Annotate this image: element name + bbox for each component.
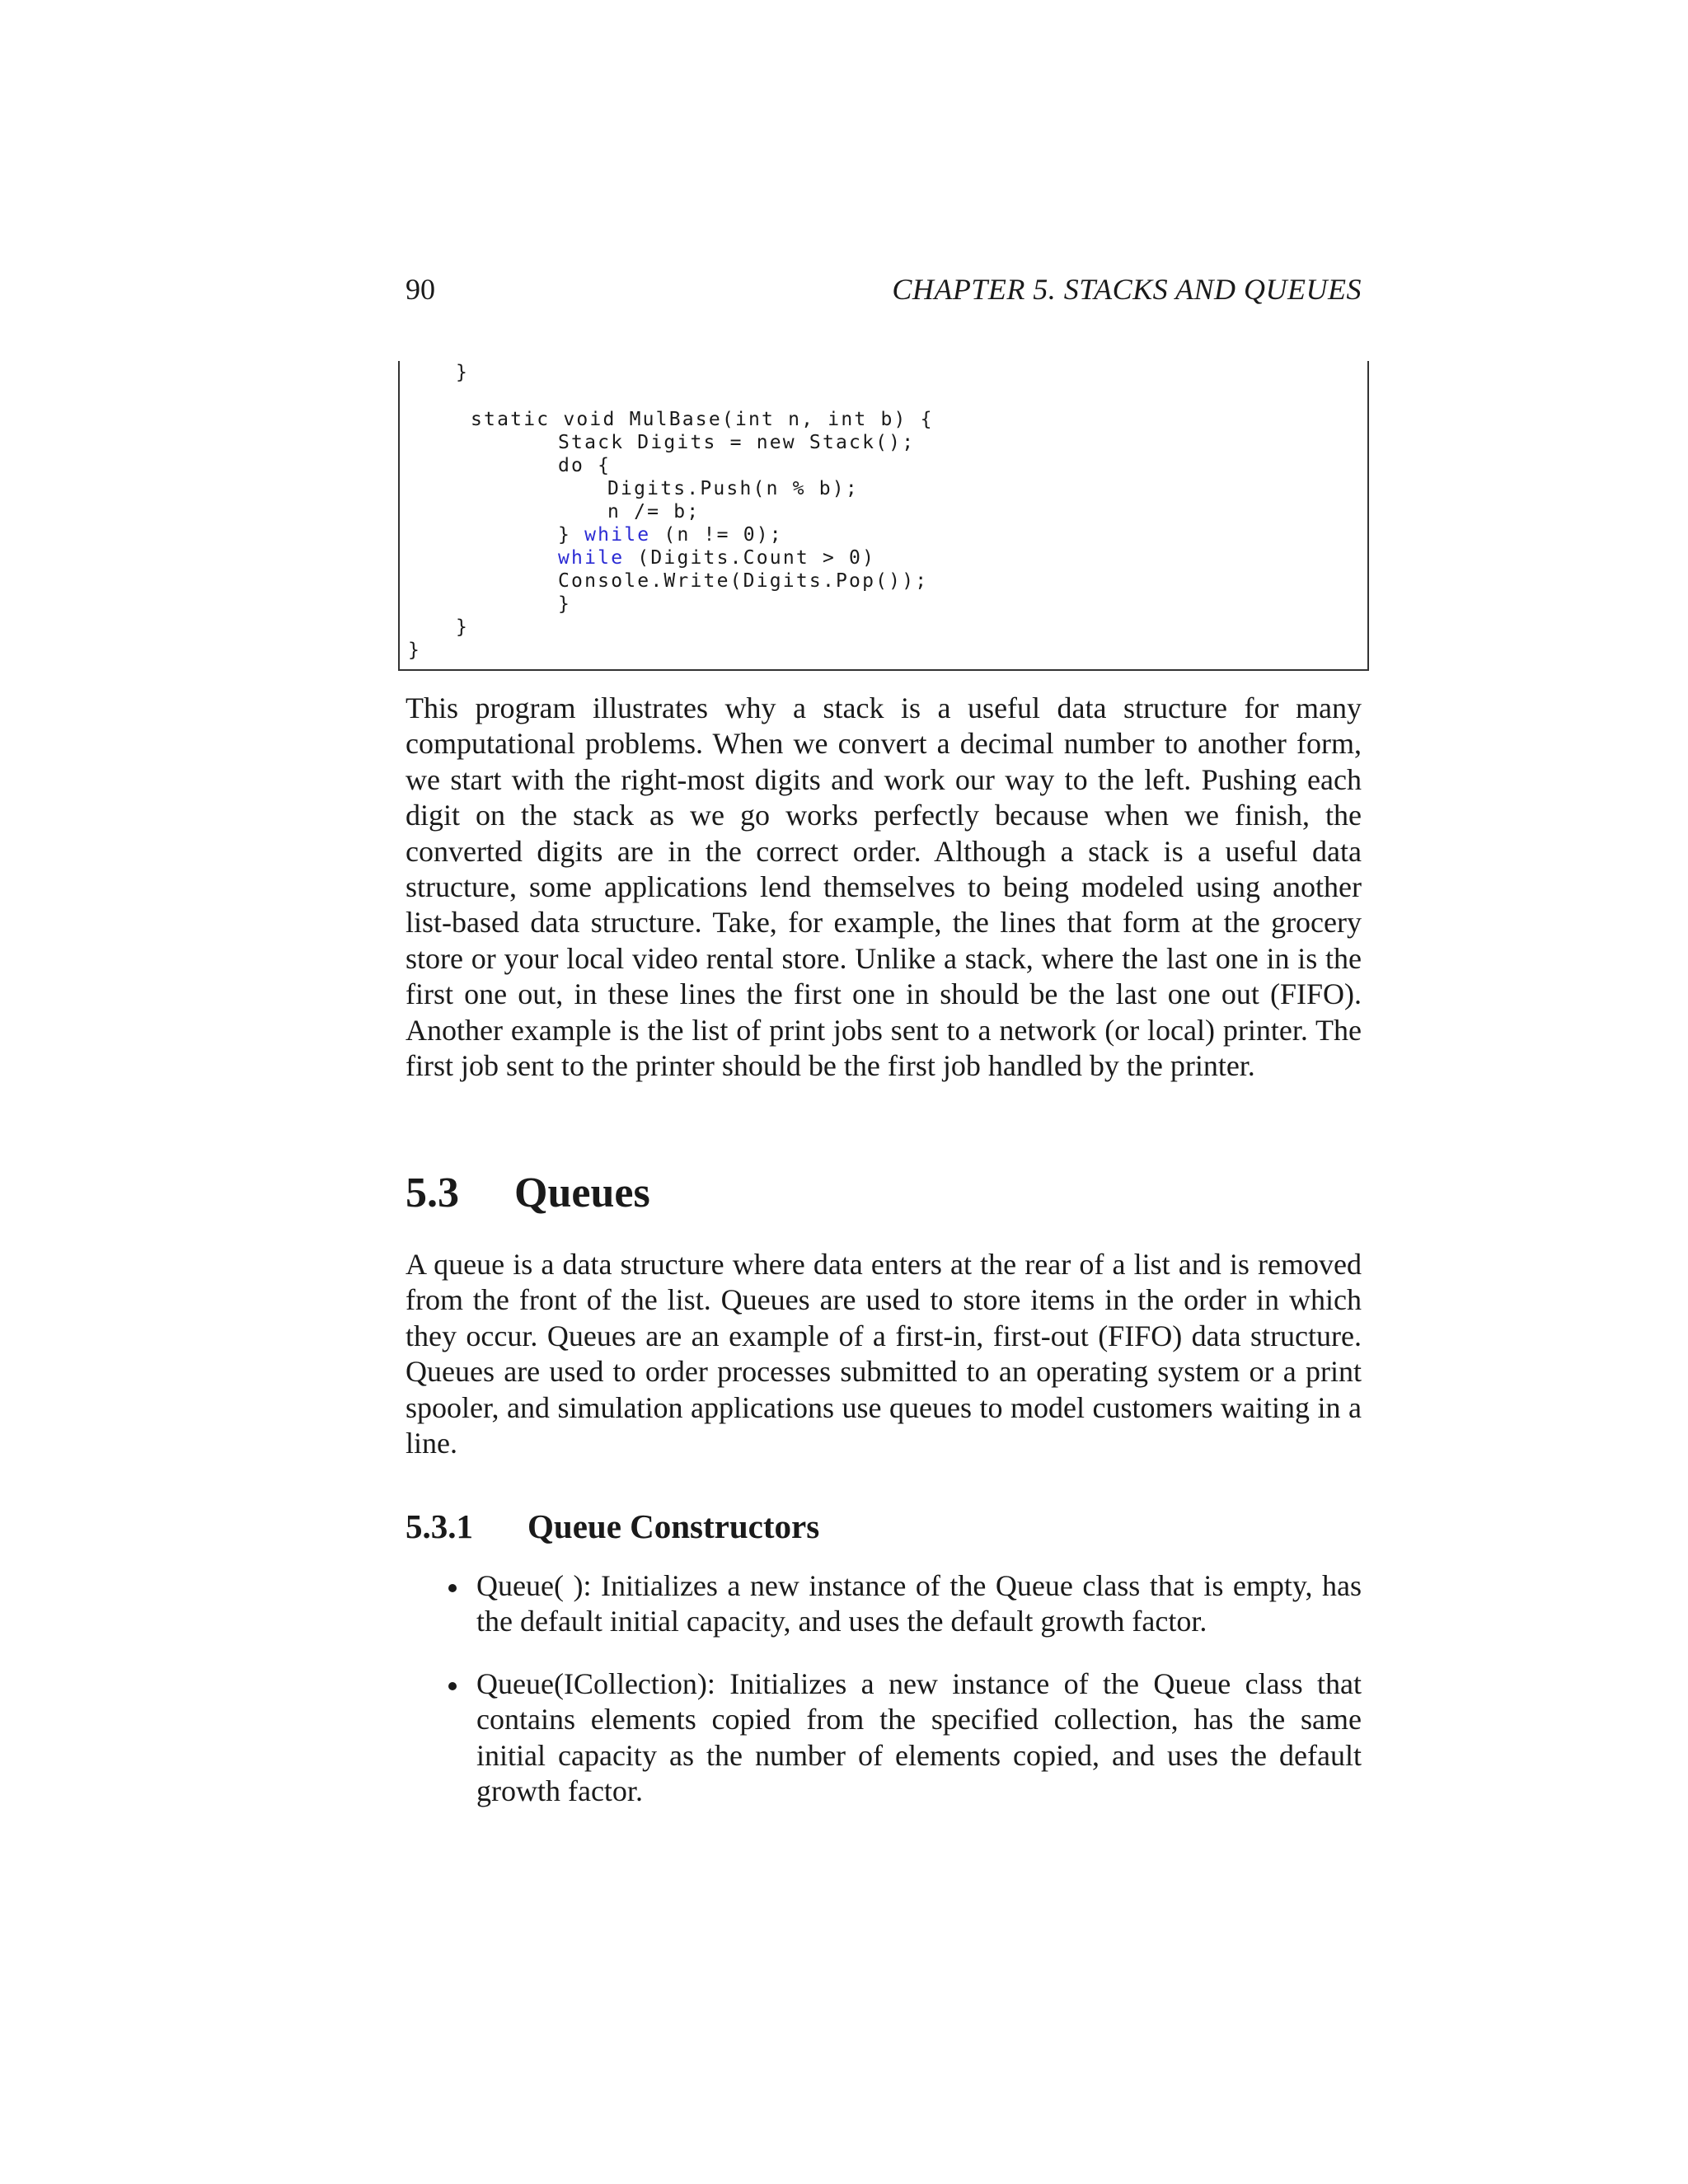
list-item-text: Queue( ): Initializes a new instance of the Queue class that is empty, has the default initial capacity, and uses the default growth factor.: [476, 1569, 1362, 1638]
code-line: [558, 523, 783, 546]
code-line: Stack Digits = new Stack();: [558, 432, 916, 453]
code-line: }: [456, 362, 470, 383]
bullet-icon: [448, 1682, 457, 1690]
code-line: [558, 546, 875, 569]
code-line: Digits.Push(n % b);: [607, 478, 859, 499]
code-line: n /= b;: [607, 501, 701, 523]
code-line: Console.Write(Digits.Pop());: [558, 570, 929, 592]
page-number: 90: [406, 273, 435, 306]
constructor-list: [445, 1568, 1362, 1809]
code-listing: [398, 361, 1369, 671]
running-head: CHAPTER 5. STACKS AND QUEUES: [892, 273, 1362, 306]
list-item: [445, 1666, 1362, 1810]
page-header: [406, 272, 1362, 313]
queues-paragraph: A queue is a data structure where data enters at the rear of a list and is removed from the front of the list. Queues are used to store items in the order in which they occur. Queues are an example of a first-in, first-out (FIFO) data structure. Queues are used to order processes submitted to an operating system or a print spooler, and simulation applications use queues to model customers waiting in a line.: [406, 1248, 1362, 1460]
code-line: static void MulBase(int n, int b) {: [471, 409, 934, 430]
code-token: (n != 0);: [650, 524, 783, 546]
code-keyword-while: while: [558, 547, 625, 569]
code-token: }: [558, 524, 585, 546]
list-item: [445, 1568, 1362, 1640]
code-line: }: [456, 616, 470, 638]
code-token: (Digits.Count > 0): [624, 547, 876, 569]
section-title: Queues: [514, 1169, 650, 1216]
code-line: }: [558, 593, 572, 615]
list-item-text: Queue(ICollection): Initializes a new instance of the Queue class that contains elements copied from the specified collection, has the same initial capacity as the number of elements copied, and uses the default growth factor.: [476, 1666, 1362, 1808]
code-line: do {: [558, 455, 612, 476]
subsection-number: 5.3.1: [406, 1507, 473, 1545]
code-keyword-while: while: [584, 524, 651, 546]
bullet-icon: [448, 1584, 457, 1592]
code-line: }: [408, 640, 422, 661]
section-heading-queues: [406, 1169, 650, 1217]
intro-paragraph: This program illustrates why a stack is a useful data structure for many computational problems. When we convert a decimal number to another form, we start with the right-most digits and work our way to the left. Pushing each digit on the stack as we go works perfectly because when we finish, the converted digits are in the correct order. Although a stack is a useful data structure, some applications lend themselves to being modeled using another list-based data structure. Take, for example, the lines that form at the grocery store or your local video rental store. Unlike a stack, where the last one in is the first one out, in these lines the first one in should be the last one out (FIFO). Another example is the list of print jobs sent to a network (or local) printer. The first job sent to the printer should be the first job handled by the printer.: [406, 691, 1362, 1083]
subsection-title: Queue Constructors: [528, 1507, 820, 1545]
subsection-heading-queue-constructors: [406, 1507, 819, 1546]
section-number: 5.3: [406, 1169, 459, 1216]
